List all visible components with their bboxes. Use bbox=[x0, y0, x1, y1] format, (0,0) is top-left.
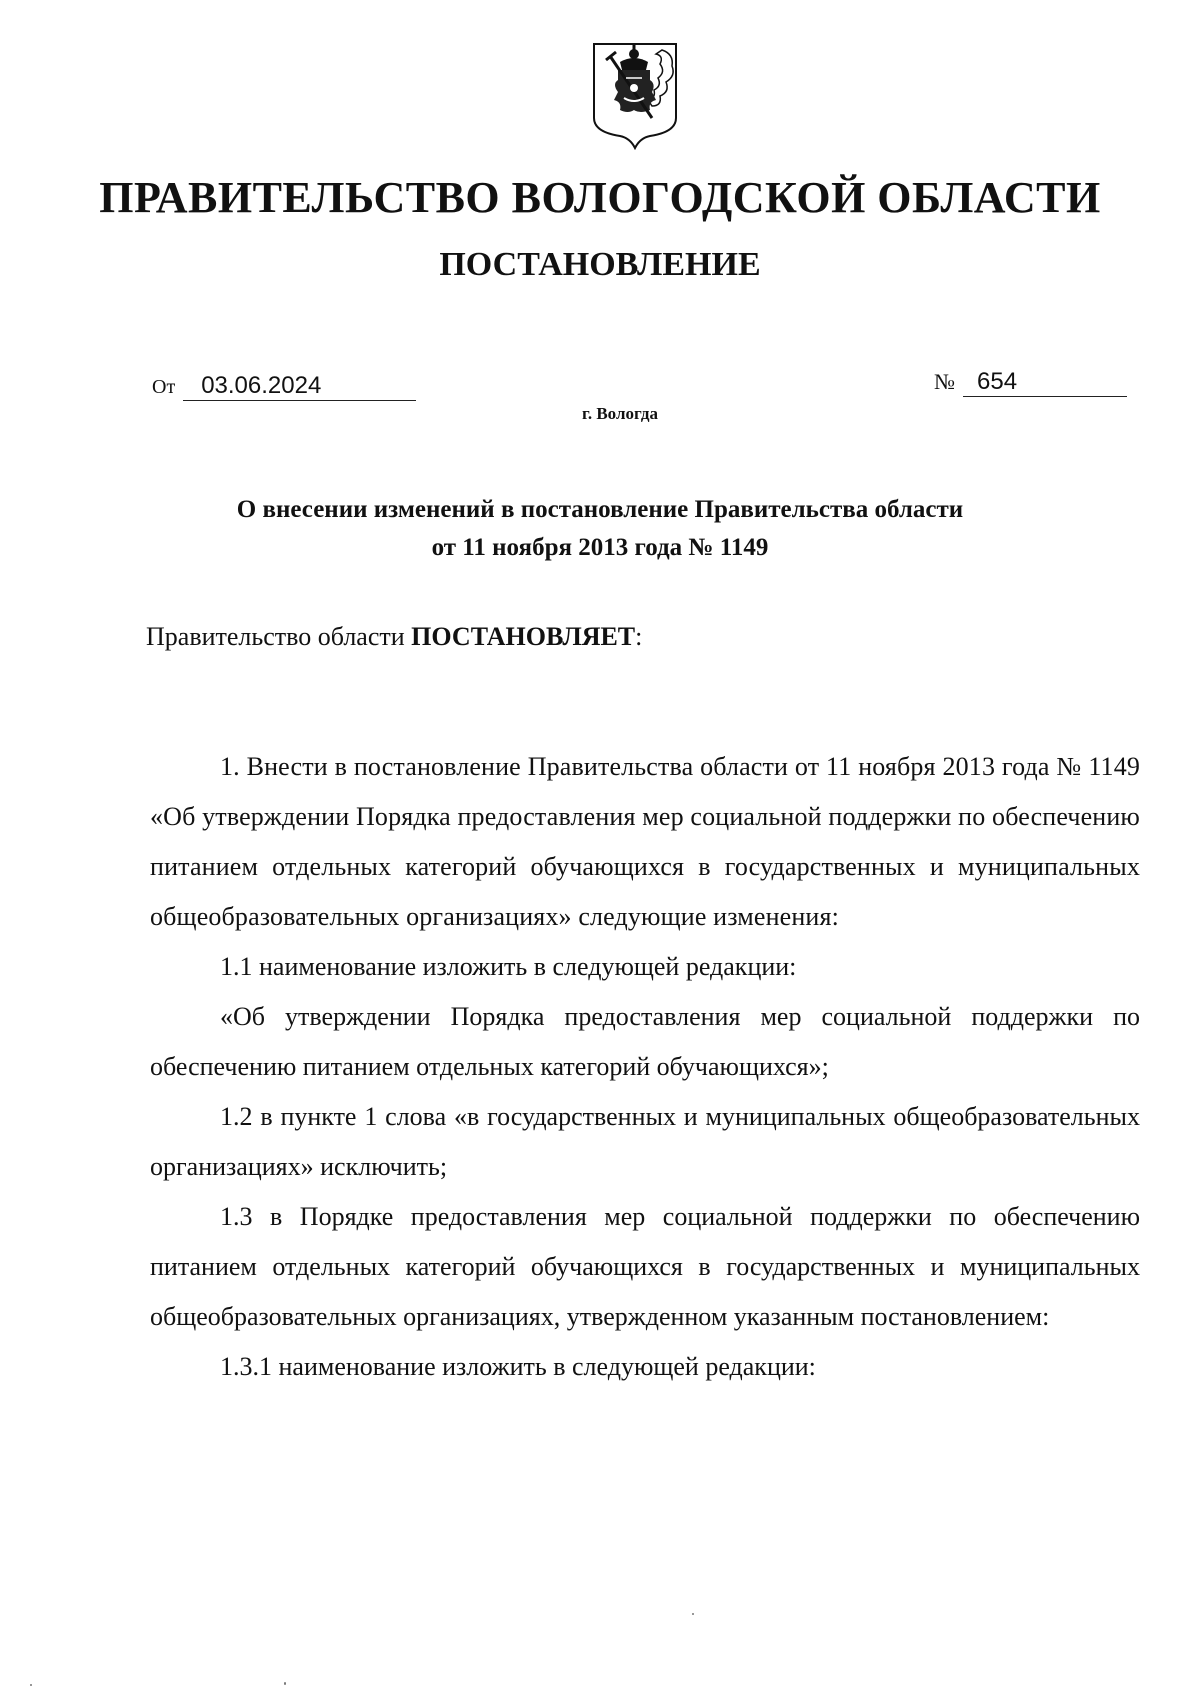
document-type: ПОСТАНОВЛЕНИЕ bbox=[439, 246, 761, 283]
document-date: 03.06.2024 bbox=[183, 372, 416, 401]
paragraph-1-1-quote: «Об утверждении Порядка предоставления мер социальной поддержки по обеспечению питанием отдельных категорий обучающихся»; bbox=[150, 1002, 1140, 1081]
paragraph-1-3-1: 1.3.1 наименование изложить в следующей редакции: bbox=[220, 1352, 816, 1381]
subject-line-2: от 11 ноября 2013 года № 1149 bbox=[431, 534, 769, 561]
scan-artifact bbox=[692, 1613, 694, 1615]
date-line bbox=[152, 372, 416, 401]
city: г. Вологда bbox=[582, 404, 658, 423]
paragraph-1-3: 1.3 в Порядке предоставления мер социальной поддержки по обеспечению питанием отдельных категорий обучающихся в государственных и муниципальных общеобразовательных организациях, утвержденном указанным постановлением: bbox=[150, 1202, 1140, 1331]
government-title: ПРАВИТЕЛЬСТВО ВОЛОГОДСКОЙ ОБЛАСТИ bbox=[99, 173, 1101, 222]
paragraph-1-1: 1.1 наименование изложить в следующей редакции: bbox=[220, 952, 797, 981]
scan-artifact bbox=[30, 1684, 32, 1686]
subject-heading bbox=[0, 491, 1200, 567]
preamble-text: Правительство области bbox=[146, 622, 412, 651]
preamble bbox=[146, 622, 642, 652]
vologda-coat-of-arms-icon bbox=[590, 40, 680, 150]
paragraph-1: 1. Внести в постановление Правительства области от 11 ноября 2013 года № 1149 «Об утверждении Порядка предоставления мер социальной поддержки по обеспечению питанием отдельных категорий обучающихся в государственных и муниципальных общеобразовательных организациях» следующие изменения: bbox=[150, 752, 1140, 931]
number-line bbox=[934, 368, 1127, 397]
paragraph-1-2: 1.2 в пункте 1 слова «в государственных и муниципальных общеобразовательных организациях» исключить; bbox=[150, 1102, 1140, 1181]
body-text bbox=[150, 742, 1140, 1392]
document-number: 654 bbox=[963, 368, 1127, 397]
date-prefix: От bbox=[152, 376, 176, 398]
number-prefix: № bbox=[934, 369, 955, 394]
subject-line-1: О внесении изменений в постановление Правительства области bbox=[236, 496, 964, 523]
preamble-suffix: : bbox=[635, 622, 643, 651]
scan-artifact bbox=[284, 1682, 286, 1685]
preamble-emphasis: ПОСТАНОВЛЯЕТ bbox=[411, 622, 636, 651]
